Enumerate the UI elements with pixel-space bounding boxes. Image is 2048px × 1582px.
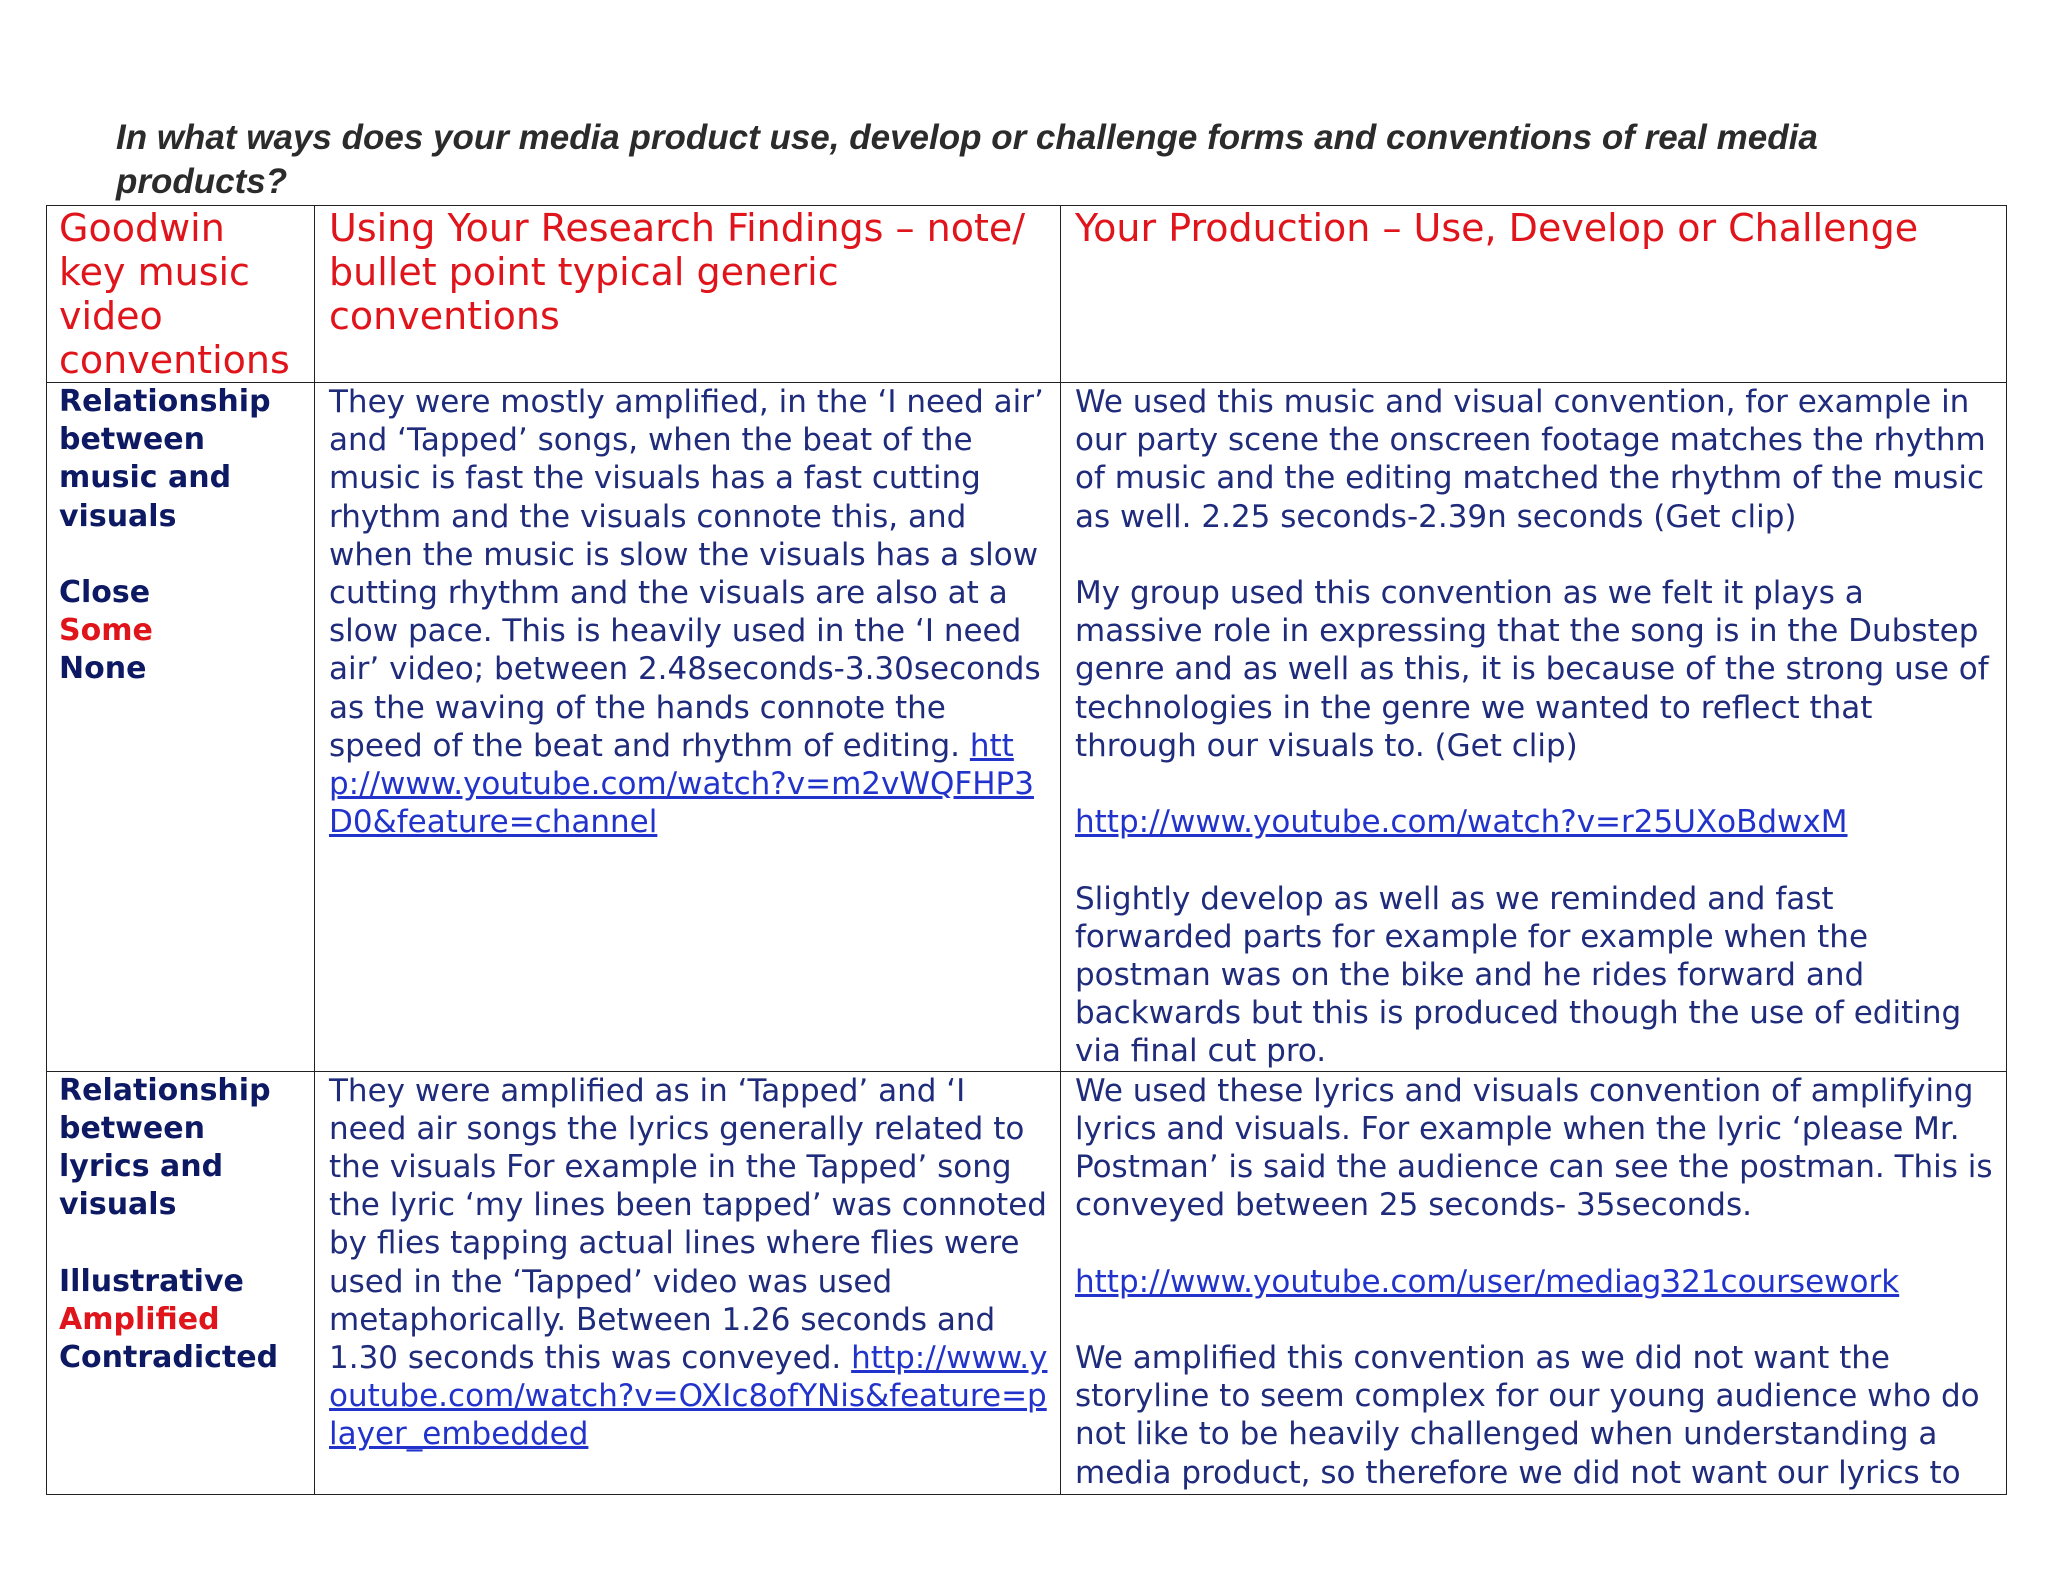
production-paragraph: We used this music and visual convention, for example in our party scene the onscreen footage matches the rhythm of music and the editing matched the rhythm of the music as well. 2.25 seconds-2.39n seconds (Get clip) <box>1075 384 1986 535</box>
research-link[interactable]: http://www.youtube.com/watch?v=m2vWQFHP3D0&feature=channel <box>329 727 1034 841</box>
convention-label: Relationship between lyrics and visuals <box>59 1072 271 1223</box>
header-your-production: Your Production – Use, Develop or Challenge <box>1061 206 2007 383</box>
production-link[interactable]: http://www.youtube.com/user/mediag321coursework <box>1075 1263 1900 1300</box>
page-title: In what ways does your media product use, develop or challenge forms and conventions of real media products? <box>116 118 1818 201</box>
option-amplified: Amplified <box>59 1301 220 1337</box>
table-row <box>47 383 2007 1072</box>
research-text: They were mostly amplified, in the ‘I need air’ and ‘Tapped’ songs, when the beat of the music is fast the visuals has a fast cutting rhythm and the visuals connote this, and when the music is slow the visuals has a slow cutting rhythm and the visuals are also at a slow pace. This is heavily used in the ‘I need air’ video; between 2.48seconds-3.30seconds as the waving of the hands connote the speed of the beat and rhythm of editing. <box>329 384 1044 764</box>
production-cell <box>1061 1071 2007 1494</box>
research-cell <box>315 1071 1061 1494</box>
production-paragraph: We amplified this convention as we did not want the storyline to seem complex for our young audience who do not like to be heavily challenged when understanding a media product, so therefore we did not want our lyrics to <box>1075 1340 1980 1491</box>
header-goodwin-conventions: Goodwin key music video conventions <box>47 206 315 383</box>
production-paragraph: Slightly develop as well as we reminded and fast forwarded parts for example for example when the postman was on the bike and he rides forward and backwards but this is produced though the use of editing via final cut pro. <box>1075 880 1962 1070</box>
option-none: None <box>59 651 147 687</box>
research-text: They were amplified as in ‘Tapped’ and ‘I need air songs the lyrics generally related to the visuals For example in the Tapped’ song the lyric ‘my lines been tapped’ was connoted by flies tapping actual lines where flies were used in the ‘Tapped’ video was used metaphorically. Between 1.26 seconds and 1.30 seconds this was conveyed. <box>329 1072 1047 1377</box>
research-cell <box>315 383 1061 1072</box>
production-cell <box>1061 383 2007 1072</box>
option-some: Some <box>59 613 153 649</box>
conventions-table <box>46 205 2007 1495</box>
header-row <box>47 206 2007 383</box>
convention-cell <box>47 383 315 1072</box>
option-contradicted: Contradicted <box>59 1340 279 1376</box>
production-paragraph: We used these lyrics and visuals convention of amplifying lyrics and visuals. For example when the lyric ‘please Mr. Postman’ is said the audience can see the postman. This is conveyed between 25 seconds- 35seconds. <box>1075 1072 1993 1224</box>
option-close: Close <box>59 575 151 610</box>
table-row <box>47 1071 2007 1494</box>
header-research-findings: Using Your Research Findings – note/ bullet point typical generic conventions <box>315 206 1061 383</box>
convention-cell <box>47 1071 315 1494</box>
convention-label: Relationship between music and visuals <box>59 384 271 534</box>
production-paragraph: My group used this convention as we felt it plays a massive role in expressing that the song is in the Dubstep genre and as well as this, it is because of the strong use of technologies in the genre we wanted to reflect that through our visuals to. (Get clip) <box>1075 575 1989 764</box>
production-link[interactable]: http://www.youtube.com/watch?v=r25UXoBdwxM <box>1075 804 1848 841</box>
research-link[interactable]: http://www.youtube.com/watch?v=OXIc8ofYNis&feature=player_embedded <box>329 1340 1048 1453</box>
option-illustrative: Illustrative <box>59 1263 244 1299</box>
